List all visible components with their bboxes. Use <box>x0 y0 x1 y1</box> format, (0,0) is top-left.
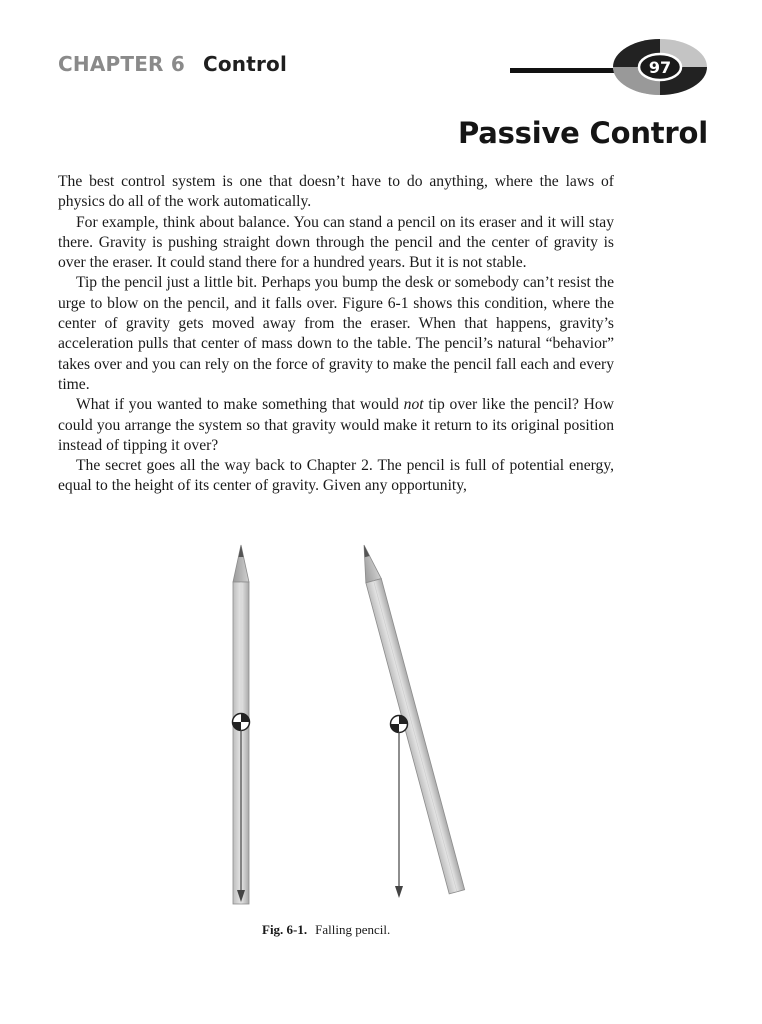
chapter-title: Control <box>202 52 288 76</box>
falling-pencil-figure <box>200 540 480 920</box>
section-title: Passive Control <box>457 116 708 150</box>
paragraph-5: The secret goes all the way back to Chapter 2. The pencil is full of potential energy, equal to the height of its center of gravity. Given any opportunity, <box>58 457 614 495</box>
figure-caption-text: Falling pencil. <box>315 922 391 937</box>
running-header <box>58 52 287 76</box>
gravity-arrow-icon <box>395 732 403 898</box>
tilted-pencil <box>356 543 464 898</box>
paragraph-4 <box>58 395 614 456</box>
paragraph-1: The best control system is one that doesn’t have to do anything, where the laws of physics do all of the work automatically. <box>58 173 614 211</box>
paragraph-4-lead: What if you wanted to make something that would <box>76 396 404 414</box>
figure-number: Fig. 6-1. <box>262 922 308 937</box>
paragraph-2: For example, think about balance. You can stand a pencil on its eraser and it will stay there. Gravity is pushing straight down through the pencil and the center of gravity is over the eraser. It could stand there for a hundred years. But it is not stable. <box>58 213 614 272</box>
paragraph-4-tail: tip over like the pencil? How could you arrange the system so that gravity would make it return to its original position instead of tipping it over? <box>58 396 614 454</box>
figure-caption <box>262 922 390 938</box>
page-number: 97 <box>648 58 672 77</box>
page-number-badge <box>610 36 710 98</box>
paragraph-3: Tip the pencil just a little bit. Perhaps you bump the desk or somebody can’t resist the urge to blow on the pencil, and it falls over. Figure 6-1 shows this condition, where the center of gravity gets moved away from the eraser. When that happens, gravity’s acceleration pulls that center of mass down to the table. The pencil’s natural “behavior” takes over and you can rely on the force of gravity to make the pencil fall each and every time. <box>58 274 614 393</box>
center-of-gravity-icon <box>391 716 408 733</box>
emphasis-not: not <box>403 396 424 414</box>
upright-pencil <box>233 545 250 904</box>
body-text <box>58 172 614 497</box>
header-rule <box>510 68 615 73</box>
center-of-gravity-icon <box>233 714 250 731</box>
chapter-label: CHAPTER 6 <box>58 52 185 76</box>
